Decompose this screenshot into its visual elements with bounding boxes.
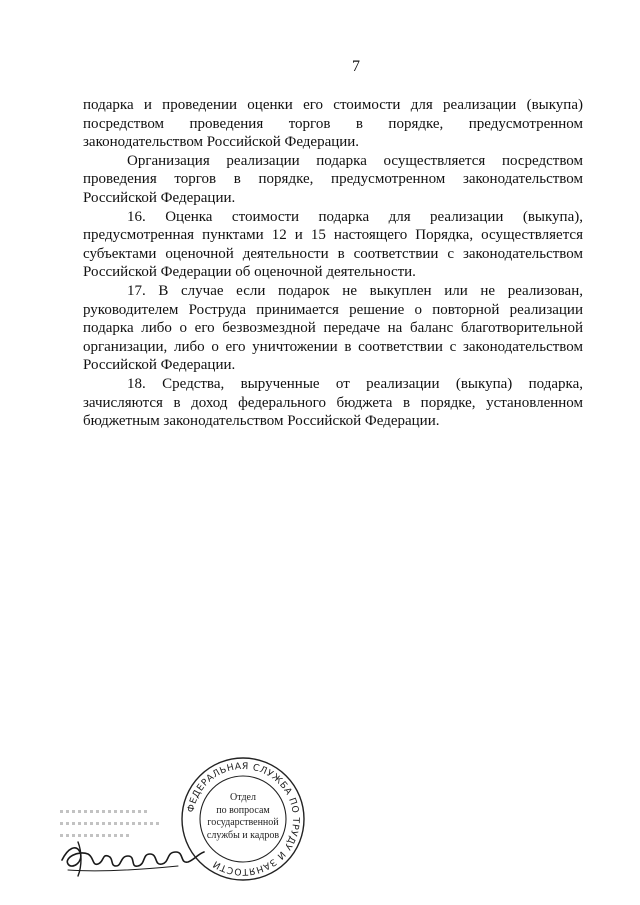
paragraph-17: 17. В случае если подарок не выкуплен или не реализован, руководителем Роструда принимается решение о повторной реализации подарка либо о его безвозмездной передаче на баланс благотворительной организации, либо о его уничтожении в соответствии с законодательством Российской Федерации. (83, 282, 583, 374)
stamp-ring-text: ФЕДЕРАЛЬНАЯ СЛУЖБА ПО ТРУДУ И ЗАНЯТОСТИ (185, 760, 302, 878)
stamp-inner-text (202, 792, 284, 842)
stamp-line-4: службы и кадров (206, 829, 280, 841)
stamp-line-2: по вопросам (216, 804, 270, 816)
document-body (83, 96, 583, 431)
stamp-line-3: государственной (207, 817, 279, 828)
paragraph-18: 18. Средства, вырученные от реализации (выкупа) подарка, зачисляются в доход федерального бюджета в порядке, установленном бюджетным законодательством Российской Федерации. (83, 375, 583, 430)
stamp-line-1: Отдел (230, 792, 256, 803)
paragraph-organization: Организация реализации подарка осуществляется посредством проведения торгов в порядке, предусмотренном законодательством Российской Федерации. (83, 152, 583, 206)
faded-visa-line (60, 822, 160, 825)
paragraph-16: 16. Оценка стоимости подарка для реализации (выкупа), предусмотренная пунктами 12 и 15 настоящего Порядка, осуществляется субъектами оценочной деятельности в соответствии с законодательством Российской Федерации об оценочной деятельности. (83, 208, 583, 281)
official-stamp (180, 756, 306, 882)
page-number: 7 (352, 58, 360, 75)
paragraph-continuation: подарка и проведении оценки его стоимости для реализации (выкупа) посредством проведения торгов в порядке, предусмотренном законодательством Российской Федерации. (83, 97, 583, 151)
faded-visa-line (60, 810, 150, 813)
